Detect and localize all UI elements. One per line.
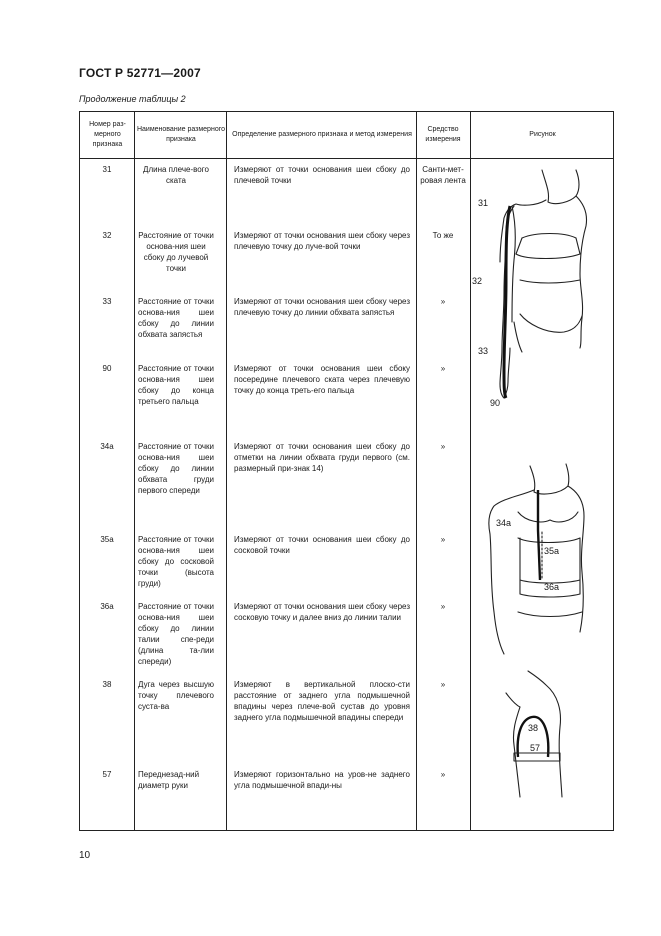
row-number: 90 [102, 364, 112, 373]
table-continuation-caption: Продолжение таблицы 2 [79, 94, 186, 104]
column-divider [134, 112, 135, 830]
row-tool: » [440, 680, 446, 689]
row-name: Переднезад-ний диаметр руки [138, 770, 200, 790]
row-number: 35а [100, 535, 114, 544]
row-tool: » [440, 297, 446, 306]
document-title: ГОСТ Р 52771—2007 [79, 66, 201, 80]
figure-label: 36а [544, 582, 560, 592]
figure-label: 57 [530, 743, 541, 753]
row-tool: » [440, 442, 446, 451]
header-number: Номер раз-мерного признака [89, 121, 126, 148]
row-number: 34а [100, 442, 114, 451]
row-number: 57 [102, 770, 112, 779]
row-number: 32 [102, 231, 112, 240]
row-number: 38 [102, 680, 112, 689]
row-name: Расстояние от точки основа-ния шеи сбоку до лучевой точки [138, 231, 214, 273]
row-definition: Измеряют от точки основания шеи сбоку до сосковой точки [234, 535, 410, 555]
row-tool: » [440, 535, 446, 544]
figure-chest-height [480, 462, 614, 662]
header-tool: Средство измерения [425, 126, 461, 143]
row-name: Расстояние от точки основа-ния шеи сбоку до линии талии спе-реди (длина та-лии спереди) [138, 602, 214, 666]
row-definition: Измеряют от точки основания шеи сбоку до отметки на линии обхвата груди первого (см. размерный при-знак 14) [234, 442, 410, 473]
row-definition: Измеряют от точки основания шеи сбоку до плечевой точки [234, 165, 410, 185]
measurement-table [79, 111, 614, 831]
row-tool: Санти-мет-ровая лента [420, 165, 466, 185]
column-divider [470, 112, 471, 830]
figure-label: 33 [478, 346, 489, 356]
column-divider [226, 112, 227, 830]
row-name: Расстояние от точки основа-ния шеи сбоку до конца третьего пальца [138, 364, 214, 406]
figure-arm-length [472, 162, 614, 412]
row-name: Расстояние от точки основа-ния шеи сбоку до линии обхвата запястья [138, 297, 214, 339]
row-name: Длина плече-вого ската [143, 165, 209, 185]
figure-label: 38 [528, 723, 539, 733]
row-number: 33 [102, 297, 112, 306]
header-figure: Рисунок [529, 131, 556, 138]
row-definition: Измеряют от точки основания шеи сбоку через плечевую точку до линии обхвата запястья [234, 297, 410, 317]
row-definition: Измеряют в вертикальной плоско-сти расстояние от заднего угла подмышечной впадины через плече-вой сустав до уровня заднего угла подмышечной впадины спереди [234, 680, 410, 722]
figure-label: 31 [478, 198, 489, 208]
header-divider [80, 158, 613, 159]
row-definition: Измеряют от точки основания шеи сбоку через плечевую точку до луче-вой точки [234, 231, 410, 251]
row-name: Дуга через высшую точку плечевого суста-ва [138, 680, 214, 711]
figure-label: 35а [544, 546, 560, 556]
row-tool: » [440, 770, 446, 779]
row-name: Расстояние от точки основа-ния шеи сбоку до сосковой точки (высота груди) [138, 535, 214, 588]
header-name: Наименование размерного признака [136, 126, 226, 143]
figure-shoulder-arc [490, 667, 600, 802]
row-number: 36а [100, 602, 114, 611]
figure-label: 34а [496, 518, 512, 528]
page-number: 10 [79, 850, 91, 861]
row-tool: То же [432, 231, 454, 240]
header-definition: Определение размерного признака и метод измерения [232, 131, 412, 138]
row-definition: Измеряют от точки основания шеи сбоку посередине плечевого ската через плечевую точку до конца треть-его пальца [234, 364, 410, 395]
row-name: Расстояние от точки основа-ния шеи сбоку до линии обхвата груди первого спереди [138, 442, 214, 495]
column-divider [416, 112, 417, 830]
row-tool: » [440, 364, 446, 373]
figure-label: 32 [472, 276, 483, 286]
row-definition: Измеряют от точки основания шеи сбоку через сосковую точку и далее вниз до линии талии [234, 602, 410, 622]
row-tool: » [440, 602, 446, 611]
figure-label: 90 [490, 398, 501, 408]
row-number: 31 [102, 165, 112, 174]
row-definition: Измеряют горизонтально на уров-не заднего угла подмышечной впади-ны [234, 770, 410, 790]
